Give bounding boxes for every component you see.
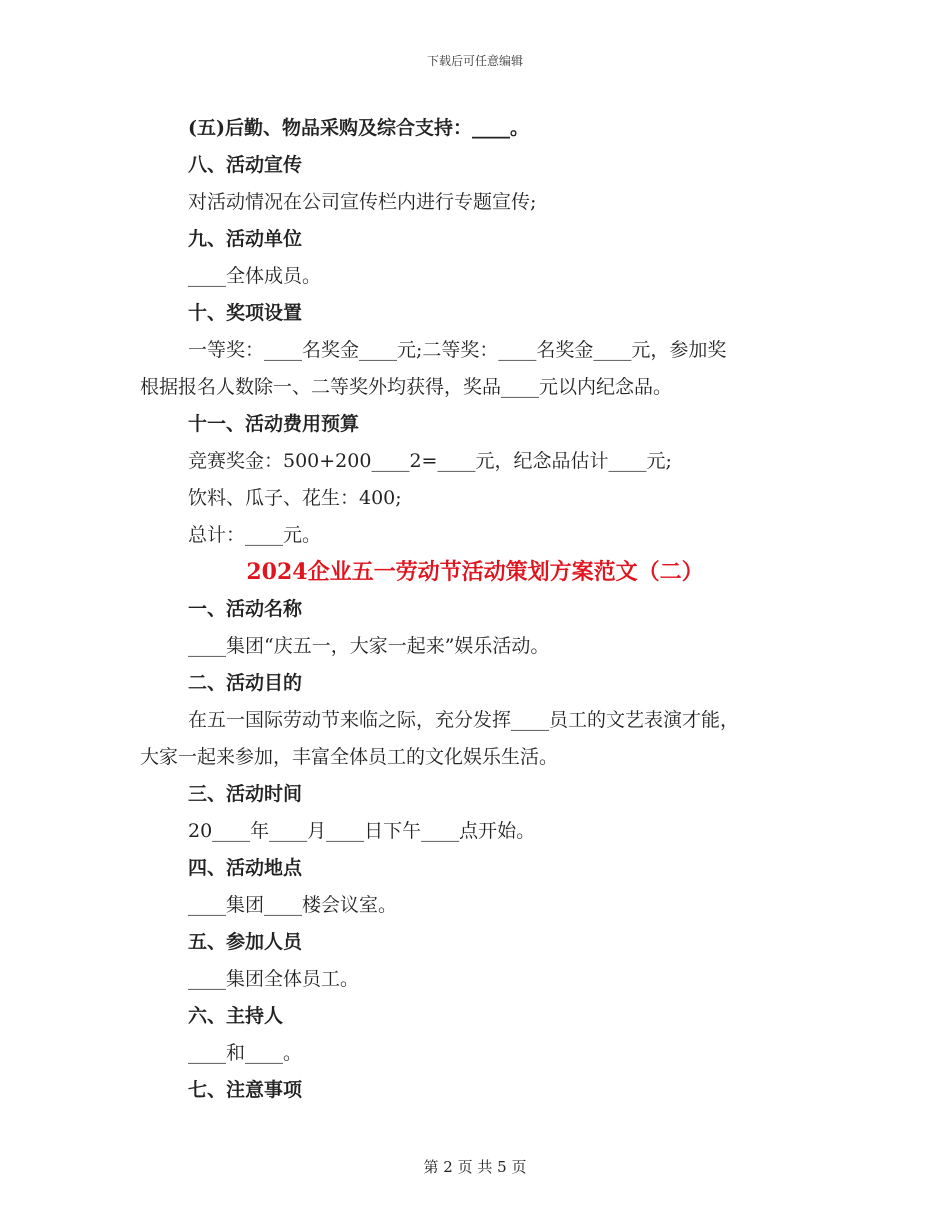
- section-heading: 一、活动名称: [188, 598, 303, 620]
- paragraph-continuation: 根据报名人数除一、二等奖外均获得，奖品____元以内纪念品。: [140, 376, 673, 398]
- paragraph-line: 饮料、瓜子、花生：400;: [188, 487, 402, 509]
- section-heading: 八、活动宣传: [188, 154, 303, 176]
- section-heading: 十一、活动费用预算: [188, 413, 360, 435]
- section-heading: 六、主持人: [188, 1005, 284, 1027]
- paragraph-line: ____和____。: [188, 1042, 303, 1064]
- section-heading: (五)后勤、物品采购及综合支持：____。: [188, 117, 529, 139]
- section-heading: 九、活动单位: [188, 228, 303, 250]
- section-heading: 二、活动目的: [188, 672, 303, 694]
- section-heading: 七、注意事项: [188, 1079, 303, 1101]
- paragraph-line: ____集团____楼会议室。: [188, 894, 398, 916]
- document-body: [140, 110, 810, 1109]
- paragraph-continuation: 大家一起来参加，丰富全体员工的文化娱乐生活。: [140, 746, 559, 768]
- page-header: 下载后可任意编辑: [426, 54, 523, 68]
- document-title: 2024企业五一劳动节活动策划方案范文（二）: [246, 559, 704, 585]
- paragraph-line: 在五一国际劳动节来临之际，充分发挥____员工的文艺表演才能，: [188, 709, 740, 731]
- page-footer: 第 2 页 共 5 页: [423, 1158, 527, 1176]
- section-heading: 四、活动地点: [188, 857, 303, 879]
- paragraph-line: 竞赛奖金：500+200____2=____元，纪念品估计____元;: [188, 450, 672, 472]
- paragraph-line: 一等奖：____名奖金____元;二等奖：____名奖金____元，参加奖: [188, 339, 727, 361]
- paragraph-line: 总计：____元。: [188, 524, 322, 546]
- section-heading: 三、活动时间: [188, 783, 303, 805]
- section-heading: 十、奖项设置: [188, 302, 303, 324]
- section-heading: 五、参加人员: [188, 931, 303, 953]
- paragraph-line: ____集团全体员工。: [188, 968, 360, 990]
- paragraph-line: ____全体成员。: [188, 265, 322, 287]
- paragraph-line: 对活动情况在公司宣传栏内进行专题宣传;: [188, 191, 537, 213]
- paragraph-line: ____集团“庆五一，大家一起来”娱乐活动。: [188, 635, 550, 657]
- paragraph-line: 20____年____月____日下午____点开始。: [188, 820, 536, 842]
